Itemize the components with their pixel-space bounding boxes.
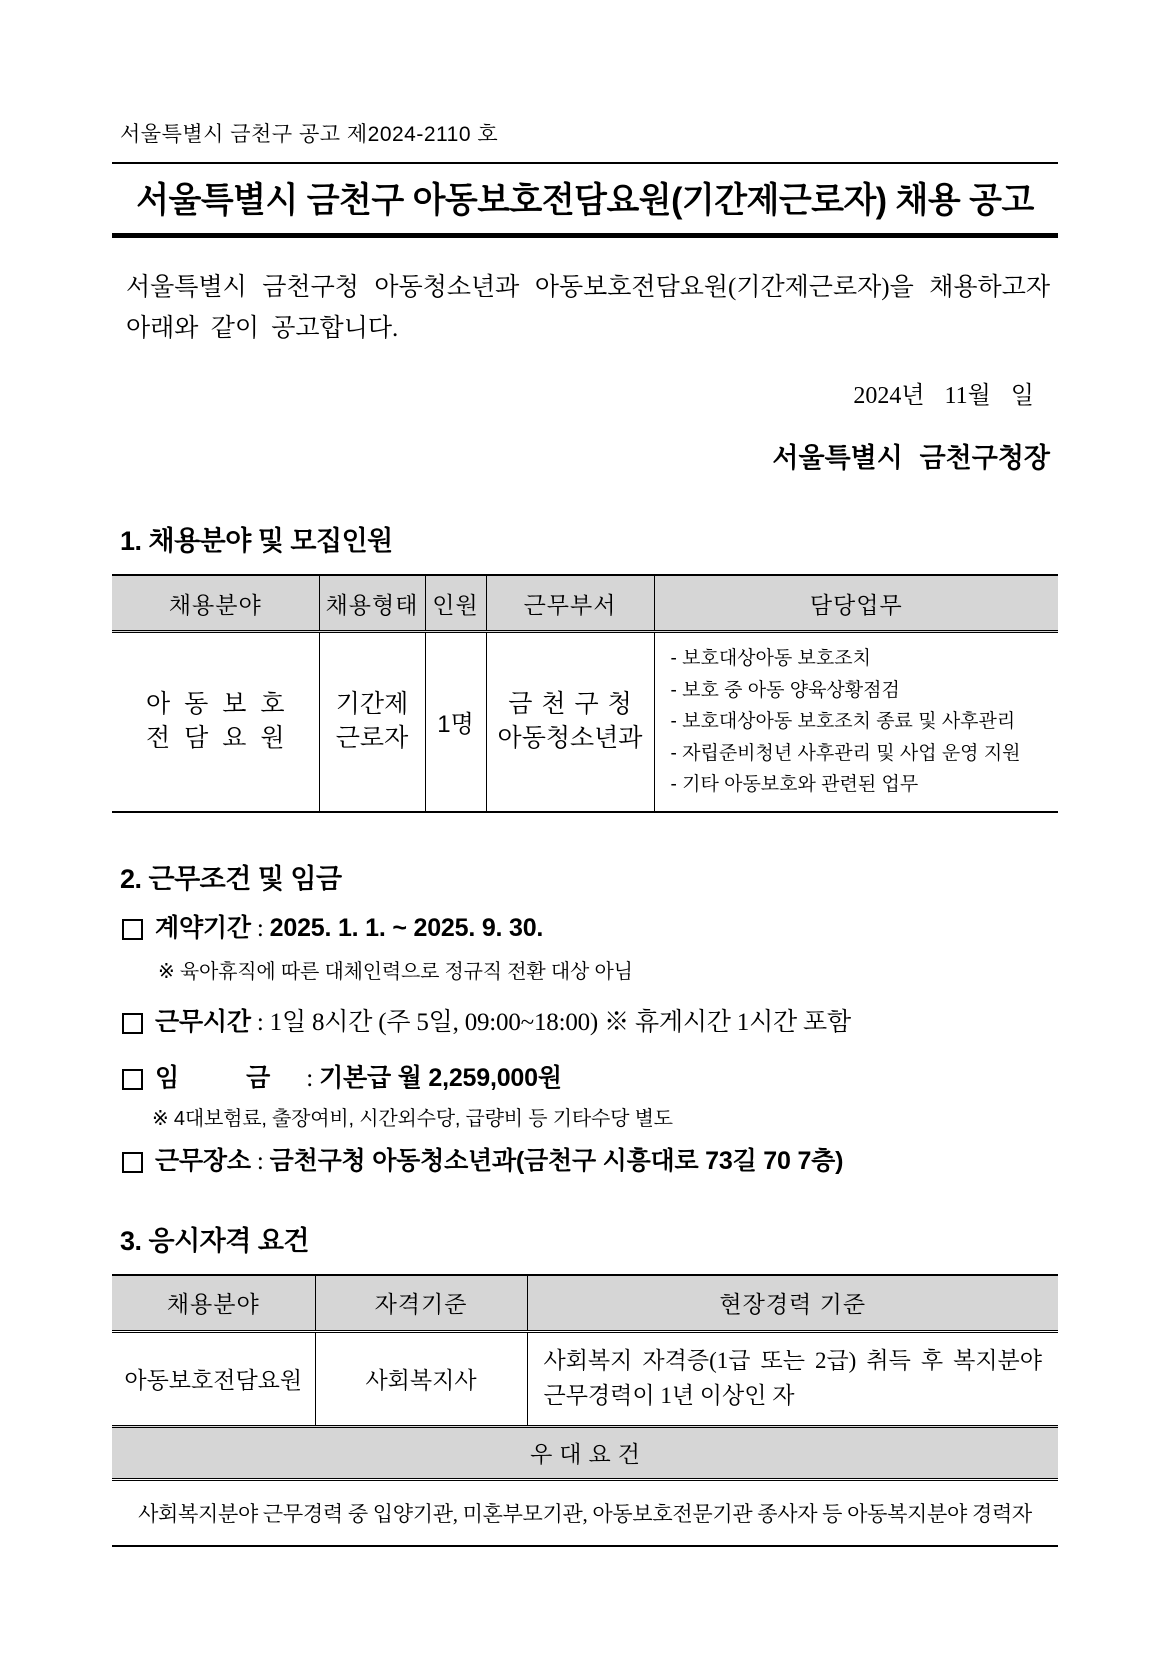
field-line-1: 아동보호 [145, 690, 299, 719]
condition-value: 기본급 월 2,259,000원 [319, 1063, 562, 1092]
type-line-1: 기간제 [335, 690, 409, 719]
condition-value: 2025. 1. 1. ~ 2025. 9. 30. [269, 913, 544, 942]
preference-header: 우대요건 [112, 1426, 1058, 1479]
duty-list [671, 643, 1059, 801]
condition-item-contract-period [122, 912, 1058, 946]
page-title: 서울특별시 금천구 아동보호전담요원(기간제근로자) 채용 공고 [136, 181, 1034, 220]
preference-text-row [112, 1479, 1058, 1546]
section2-heading: 2. 근무조건 및 임금 [120, 863, 342, 894]
duty-item: - 보호대상아동 보호조치 [671, 643, 1059, 675]
condition-label: 계약기간 [155, 913, 251, 942]
condition-text: 근무장소 : 금천구청 아동청소년과(금천구 시흥대로 73길 70 7층) [155, 1147, 844, 1176]
preference-text: 사회복지분야 근무경력 중 입양기관, 미혼부모기관, 아동보호전문기관 종사자 등 아동복지분야 경력자 [112, 1479, 1058, 1546]
cell-department [486, 632, 654, 812]
cell-recruitment-field [112, 632, 319, 812]
condition-note: ※ 4대보험료, 출장여비, 시간외수당, 급량비 등 기타수당 별도 [152, 1108, 673, 1131]
condition-value: 1일 8시간 (주 5일, 09:00~18:00) ※ 휴게시간 1시간 포함 [269, 1009, 851, 1037]
column-header-experience: 현장경력 기준 [527, 1275, 1058, 1332]
table-header-row [112, 575, 1058, 632]
condition-item-work-hours [122, 1006, 1058, 1040]
duty-item: - 보호 중 아동 양육상황점검 [671, 675, 1059, 707]
eligibility-table [112, 1274, 1058, 1547]
cell-experience: 사회복지 자격증(1급 또는 2급) 취득 후 복지분야 근무경력이 1년 이상인 자 [527, 1331, 1058, 1426]
document-number: 서울특별시 금천구 공고 제2024-2110 호 [120, 123, 499, 146]
intro-paragraph [126, 268, 1050, 349]
dept-line-1: 금천구청 [508, 690, 641, 719]
condition-item-salary [122, 1062, 1058, 1096]
recruitment-table [112, 574, 1058, 813]
checkbox-icon [122, 1069, 143, 1090]
condition-text: 임 금 : 기본급 월 2,259,000원 [155, 1062, 562, 1096]
type-line-2: 근로자 [335, 723, 409, 752]
checkbox-icon [122, 1152, 143, 1173]
column-header-duties: 담당업무 [654, 575, 1058, 632]
table-row [112, 632, 1058, 812]
preference-header-row [112, 1426, 1058, 1479]
column-header-field: 채용분야 [112, 575, 319, 632]
duty-item: - 자립준비청년 사후관리 및 사업 운영 지원 [671, 738, 1059, 770]
section3-heading: 3. 응시자격 요건 [120, 1225, 310, 1256]
section1-heading: 1. 채용분야 및 모집인원 [120, 526, 393, 556]
work-conditions-list [122, 912, 1058, 1179]
condition-value: 금천구청 아동청소년과(금천구 시흥대로 73길 70 7층) [269, 1147, 844, 1176]
condition-label: 근무시간 [155, 1008, 251, 1037]
signer-name: 서울특별시 금천구청장 [772, 443, 1050, 473]
condition-label: 근무장소 [155, 1147, 251, 1176]
condition-text: 근무시간 : 1일 8시간 (주 5일, 09:00~18:00) ※ 휴게시간 1시간 포함 [155, 1008, 851, 1037]
cell-qualification: 사회복지사 [315, 1331, 527, 1426]
dept-line-2: 아동청소년과 [497, 723, 643, 752]
column-header-department: 근무부서 [486, 575, 654, 632]
condition-text: 계약기간 : 2025. 1. 1. ~ 2025. 9. 30. [155, 913, 544, 942]
table-header-row [112, 1275, 1058, 1332]
duty-item: - 기타 아동보호와 관련된 업무 [671, 769, 1059, 801]
condition-note: ※ 육아휴직에 따른 대체인력으로 정규직 전환 대상 아님 [158, 961, 633, 984]
condition-label: 임 금 [155, 1063, 301, 1092]
intro-text: 서울특별시 금천구청 아동청소년과 아동보호전담요원(기간제근로자)을 채용하고자 아래와 같이 공고합니다. [126, 274, 1050, 342]
announcement-date: 2024년 11월 일 [853, 383, 1034, 409]
cell-headcount: 1명 [425, 632, 486, 812]
column-header-type: 채용형태 [319, 575, 425, 632]
duty-item: - 보호대상아동 보호조치 종료 및 사후관리 [671, 706, 1059, 738]
condition-item-work-location [122, 1145, 1058, 1179]
table-row [112, 1331, 1058, 1426]
field-line-2: 전담요원 [145, 723, 299, 752]
cell-duties [654, 632, 1058, 812]
column-header-field: 채용분야 [112, 1275, 315, 1332]
checkbox-icon [122, 919, 143, 940]
cell-employment-type [319, 632, 425, 812]
title-block [112, 162, 1058, 238]
column-header-count: 인원 [425, 575, 486, 632]
checkbox-icon [122, 1013, 143, 1034]
column-header-qualification: 자격기준 [315, 1275, 527, 1332]
cell-field: 아동보호전담요원 [112, 1331, 315, 1426]
